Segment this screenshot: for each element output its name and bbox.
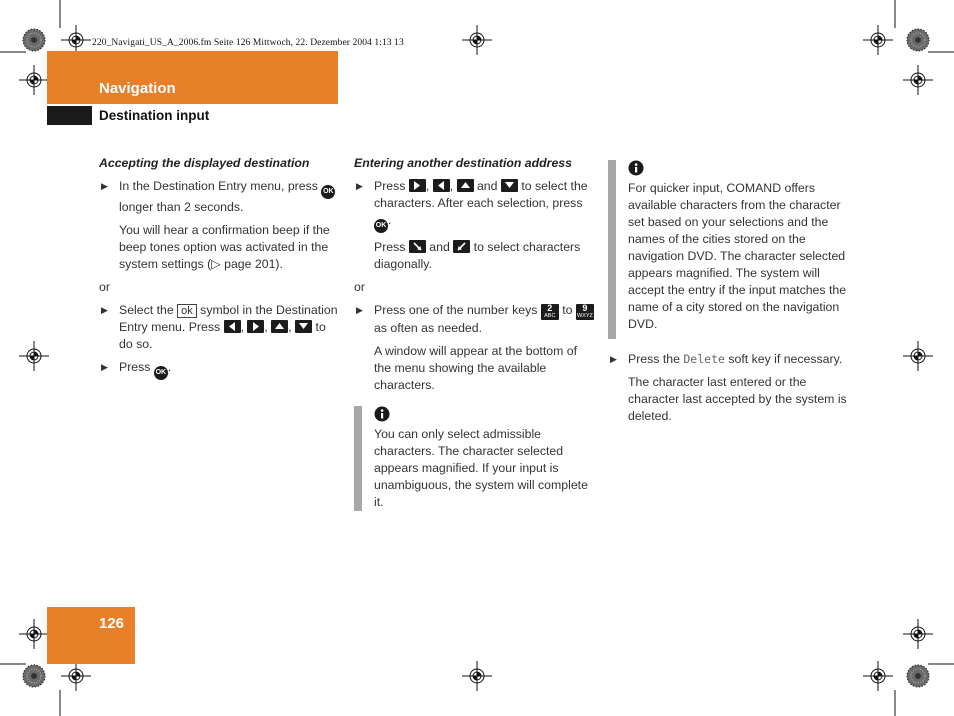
section-header-bar <box>47 51 338 104</box>
ok-symbol: ok <box>177 304 197 318</box>
subsection-title: Destination input <box>99 108 210 123</box>
col2-info-box <box>354 406 594 511</box>
arrow-down-key-icon <box>501 179 518 192</box>
col2-step-2: ▶ Press one of the number keys 2 ABC to 9 WXYZ as often as needed. <box>356 303 593 335</box>
col3-step-1: ▶ Press the Delete soft key if necessary. <box>610 352 843 366</box>
arrow-right-key-icon <box>247 320 264 333</box>
col2-window-note: A window will appear at the bottom of the menu showing the available characters. <box>374 344 578 392</box>
col2-heading: Entering another destination address <box>354 156 572 170</box>
section-title: Navigation <box>99 80 176 97</box>
info-bar <box>608 160 616 339</box>
col1-note: You will hear a confirmation beep if the beep tones option was activated in the system settings (▷ page 201). <box>119 223 330 271</box>
col3-info-box <box>608 160 848 339</box>
column-2 <box>354 155 594 511</box>
col2-info-text: You can only select admissible characters. The character selected appears magnified. If your input is unambiguous, the system will complete it. <box>374 427 588 509</box>
page-number: 126 <box>99 615 125 632</box>
col1-heading: Accepting the displayed destination <box>99 156 310 170</box>
bullet-arrow-icon: ▶ <box>356 181 363 191</box>
col2-step-1: ▶ Press , , and to select the characters. After each selection, press OK . <box>354 178 594 233</box>
bullet-arrow-icon: ▶ <box>101 305 108 315</box>
arrow-left-key-icon <box>224 320 241 333</box>
col2-or: or <box>354 280 365 294</box>
info-icon <box>628 160 644 176</box>
number-key-2-icon: 2 ABC <box>541 304 559 320</box>
info-bar <box>354 406 362 511</box>
diagonal-key-icon <box>453 240 470 253</box>
bullet-arrow-icon: ▶ <box>610 354 617 364</box>
ok-button-icon: OK <box>374 219 388 233</box>
arrow-down-key-icon <box>295 320 312 333</box>
info-icon <box>374 406 390 422</box>
ok-button-icon: OK <box>321 185 335 199</box>
ok-button-icon: OK <box>154 366 168 380</box>
col1-step-1: ▶ In the Destination Entry menu, press OK longer than 2 seconds. <box>101 179 334 214</box>
number-key-9-icon: 9 WXYZ <box>576 303 593 319</box>
bullet-arrow-icon: ▶ <box>101 181 108 191</box>
col1-or: or <box>99 280 110 294</box>
arrow-up-key-icon <box>271 320 288 333</box>
diagonal-key-icon <box>409 240 426 253</box>
print-slug: 220_Navigati_US_A_2006.fm Seite 126 Mittwoch, 22. Dezember 2004 1:13 13 <box>92 38 404 48</box>
arrow-right-key-icon <box>409 179 426 192</box>
column-1 <box>99 155 339 386</box>
col2-diagonal-note: Press and to select characters diagonally. <box>374 240 581 271</box>
col3-info-text: For quicker input, COMAND offers available characters from the character set based on your selections and the names of the cities stored on the navigation DVD. The character selected appears magnified. The system will accept the entry if the input matches the name of a city stored on the navigation DVD. <box>628 181 847 331</box>
col3-note: The character last entered or the character last accepted by the system is deleted. <box>628 375 847 423</box>
col1-step-3: ▶ Press OK . <box>99 359 339 380</box>
arrow-up-key-icon <box>457 179 474 192</box>
subsection-marker <box>47 106 92 125</box>
arrow-left-key-icon <box>433 179 450 192</box>
col1-step-2: ▶ Select the ok symbol in the Destination Entry menu. Press , , , to do so. <box>101 303 338 351</box>
delete-softkey-label: Delete <box>683 352 725 366</box>
bullet-arrow-icon: ▶ <box>101 362 108 372</box>
column-3 <box>608 160 848 431</box>
bullet-arrow-icon: ▶ <box>356 305 363 315</box>
